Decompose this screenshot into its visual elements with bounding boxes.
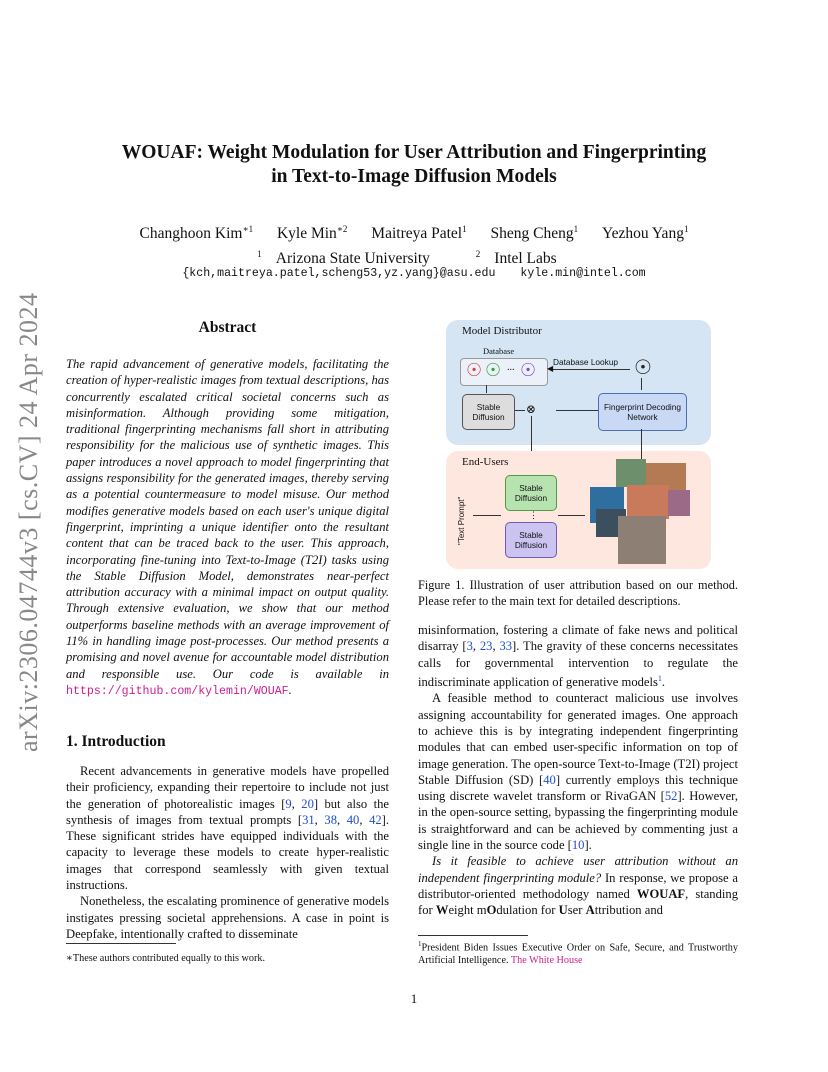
citation-link[interactable]: 52 [664,789,678,804]
intro-paragraph: Nonetheless, the escalating prominence of generative models instigates pressing societal apprehensions. A case in point is Deepfake, intentionally crafted to disseminate [66,894,389,941]
footnote-rule [418,935,528,936]
stable-diffusion-box: Stable Diffusion [462,394,515,430]
arrow-right [558,515,585,516]
arrow-right [473,515,501,516]
fingerprint-icon: ☉ [466,360,483,380]
citation-link[interactable]: 23 [479,639,493,654]
footnote-equal-contribution: ∗These authors contributed equally to this work. [66,953,266,964]
footnote-executive-order: $^1$President Biden Issues Executive Order on Safe, Secure, and Trustworthy Artificial Intelligence. The White House [418,940,738,967]
model-distributor-label: Model Distributor [462,325,542,337]
database-lookup-label: Database Lookup [553,357,619,367]
arrow-up [641,378,642,390]
email-list [60,267,768,280]
white-house-link[interactable]: The White House [510,955,583,967]
affiliation: $^2$ Intel Labs [475,249,557,268]
text-prompt-label: "Text Prompt" [457,496,466,545]
affiliation: $^1$ Arizona State University [257,249,430,268]
intro-paragraph: Recent advancements in generative models have propelled their proficiency, expanding their repertoire to include not just the generation of photorealistic images [9, 20] but also the synthesis of images from textual prompts [31, 38, 40, 42]. These significant strides have equipped individuals with the capacity to leverage these models to create hyper-realistic images that correspond seamlessly with given textual instructions. [66,764,390,893]
generated-image [668,490,690,516]
fingerprint-icon: ☉ [485,360,502,380]
citation-link[interactable]: 40 [346,812,360,827]
ellipsis: ... [507,362,515,373]
paragraph: Is it feasible to achieve user attribution without an independent fingerprinting module? In response, we propose a distributor-oriented methodology named WOUAF, standing for Weight mOdulation for User Attribution and [418,854,739,918]
citation-link[interactable]: 40 [543,772,556,787]
abstract-body: The rapid advancement of generative models, facilitating the creation of hyper-realistic images from textual descriptions, has concurrently escalated critical societal concerns such as misinformation. Although providing some mitigation, traditional fingerprinting mechanisms fall short in attributing responsibility for the malicious use of synthetic images. This paper introduces a novel approach to model fingerprinting that assigns responsibility for the generated images, thereby serving as a potential countermeasure to model misuse. Our method modifies generative models based on each user's unique digital fingerprint, imprinting a unique identifier onto the resultant content that can be traced back to the user. This approach, incorporating fine-tuning into Text-to-Image (T2I) tasks using the Stable Diffusion Model, demonstrates near-perfect attribution accuracy with a minimal impact on output quality. Through extensive evaluation, we show that our method outperforms baseline methods with an average improvement of 11% in handling image post-processes. Our method presents a promising and novel avenue for accountable model distribution and responsible use. Our code is available in https://github.com/kylemin/WOUAF. [66,357,389,698]
arrow-head-left-icon: ◀ [547,364,554,373]
arrow-right [515,410,525,411]
citation-link[interactable]: 20 [301,796,314,811]
paragraph: A feasible method to counteract malicious use involves assigning accountability for generated images. One approach to achieve this is by integrating independent fingerprinting modules that can embed user-specific information on top of image generation. The open-source Text-to-Image (T2I) project Stable Diffusion (SD) [40] currently employs this technique using discrete wavelet transform or RivaGAN [52]. However, in the open-source setting, bypassing the fingerprinting module is straightforward and can be achieved by commenting just a single line in the source code [10]. [418,691,739,853]
author: Maitreya Patel$^1$ [371,224,467,243]
code-link[interactable]: https://github.com/kylemin/WOUAF [66,684,289,698]
page-number: 1 [410,991,418,1006]
stable-diffusion-green-box: Stable Diffusion [505,475,557,511]
generated-image [627,485,669,519]
author: Sheng Cheng$^1$ [490,224,579,243]
intro-body [66,763,389,942]
paper-title [60,141,768,189]
author-list [60,219,768,244]
footnote-marker[interactable]: 1 [657,673,662,683]
abstract-heading: Abstract [198,319,257,336]
title-line-2: in Text-to-Image Diffusion Models [271,166,557,187]
affiliations [60,244,768,269]
citation-link[interactable]: 9 [285,796,292,811]
combine-icon: ⊗ [526,402,537,416]
fingerprint-icon: ☉ [520,360,537,380]
author: Kyle Min$^{∗2}$ [276,224,348,243]
citation-link[interactable]: 42 [369,812,382,827]
database-label: Database [483,346,515,356]
stable-diffusion-purple-box: Stable Diffusion [505,522,557,558]
arrow-down [486,385,487,393]
citation-link[interactable]: 33 [499,639,513,654]
generated-image [616,459,646,487]
end-users-label: End-Users [462,456,509,468]
title-line-1: WOUAF: Weight Modulation for User Attribution and Fingerprinting [121,142,707,163]
figure-1-caption: Figure 1. Illustration of user attribution based on our method. Please refer to the main text for detailed descriptions. [418,578,738,608]
citation-link[interactable]: 31 [302,812,315,827]
email: {kch,maitreya.patel,scheng53,yz.yang}@asu.edu [182,267,496,280]
footnote-rule [66,943,176,944]
citation-link[interactable]: 38 [324,812,337,827]
generated-image-portrait [618,516,666,564]
author: Yezhou Yang$^1$ [601,224,689,243]
author: Changhoon Kim$^{∗1}$ [139,224,254,243]
paragraph: misinformation, fostering a climate of fake news and political disarray [3, 23, 33]. The gravity of these concerns necessitates calls for governmental intervention to regulate the indiscriminate application of generative models$^1$. [418,623,738,690]
lookup-arrow [550,369,630,370]
ellipsis: ⋮ [529,510,538,520]
arrow-right [556,410,598,411]
right-column-body [418,622,738,919]
figure-1 [446,320,711,570]
fingerprint-decoding-box: Fingerprint Decoding Network [598,393,687,431]
citation-link[interactable]: 3 [466,639,473,654]
fingerprint-icon: ☉ [634,357,652,379]
section-heading-introduction: 1. Introduction [66,733,166,750]
email: kyle.min@intel.com [520,267,646,280]
arxiv-identifier: arXiv:2306.04744v3 [cs.CV] 24 Apr 2024 [14,292,43,752]
citation-link[interactable]: 10 [571,838,585,853]
